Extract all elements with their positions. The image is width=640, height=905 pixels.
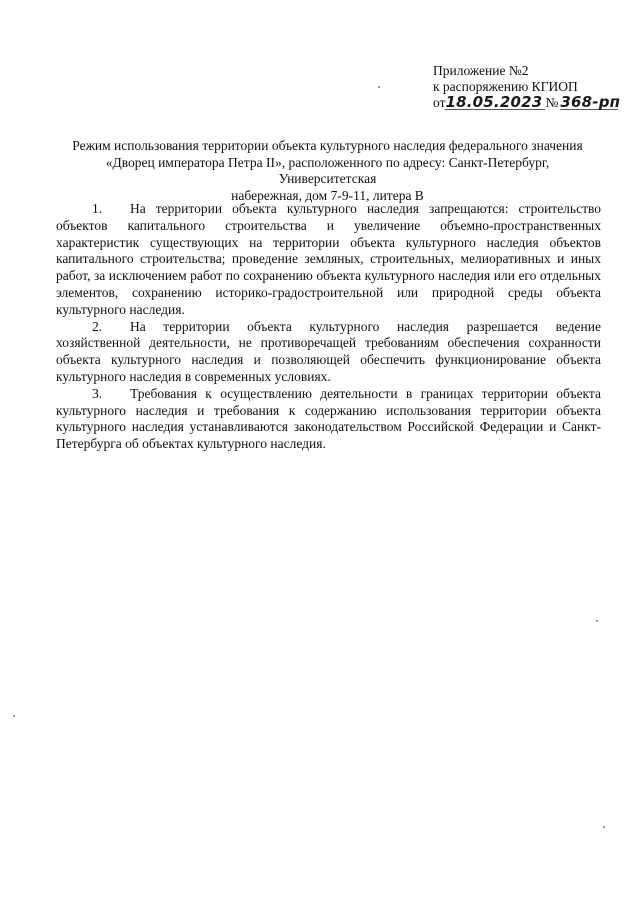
handwritten-number: 368-рп bbox=[560, 93, 621, 111]
scan-speck bbox=[378, 86, 380, 88]
paragraph-number: 2. bbox=[92, 318, 103, 334]
appendix-order-ref: к распоряжению КГИОП bbox=[433, 79, 578, 94]
paragraph-text: На территории объекта культурного наследия разрешается ведение хозяйственной деятельности, не противоречащей требованиям обеспечения сохранности объекта культурного наследия и позволяющей обеспечить функционирование объекта культурного наследия в современных условиях. bbox=[56, 318, 601, 384]
paragraph-3 bbox=[56, 386, 601, 453]
date-prefix: от bbox=[433, 95, 446, 110]
title-line-1: Режим использования территории объекта культурного наследия федерального значения bbox=[72, 138, 583, 153]
number-prefix: № bbox=[545, 95, 559, 110]
appendix-title: Приложение №2 bbox=[433, 63, 529, 78]
scan-speck bbox=[13, 715, 15, 717]
document-title bbox=[60, 138, 595, 204]
appendix-date-number-line bbox=[433, 95, 633, 111]
paragraph-text: Требования к осуществлению деятельности в границах территории объекта культурного наследия и требования к содержанию использования территории объекта культурного наследия устанавливаются законодательством Российской Федерации и Санкт-Петербурга об объектах культурного наследия. bbox=[56, 385, 601, 452]
scan-speck bbox=[603, 826, 605, 828]
paragraph-text: На территории объекта культурного наследия запрещаются: строительство объектов капитального строительства и увеличение объемно-пространственных характеристик существующих на территории объекта культурного наследия объектов капитального строительства; проведение земляных, строительных, мелиоративных и иных работ, за исключением работ по сохранению объекта культурного наследия или его отдельных элементов, сохранению историко-градостроительной или природной среды объекта культурного наследия. bbox=[56, 201, 601, 317]
title-line-2: «Дворец императора Петра II», расположенного по адресу: Санкт-Петербург, Университетская bbox=[105, 154, 550, 186]
paragraph-1 bbox=[56, 201, 601, 319]
document-body bbox=[56, 201, 601, 453]
paragraph-number: 3. bbox=[92, 385, 103, 401]
paragraph-2 bbox=[56, 319, 601, 386]
paragraph-number: 1. bbox=[92, 201, 103, 216]
appendix-header bbox=[433, 63, 633, 111]
handwritten-date: 18.05.2023 bbox=[445, 95, 545, 110]
title-line-3: набережная, дом 7-9-11, литера В bbox=[231, 187, 424, 203]
scan-speck bbox=[596, 620, 598, 622]
